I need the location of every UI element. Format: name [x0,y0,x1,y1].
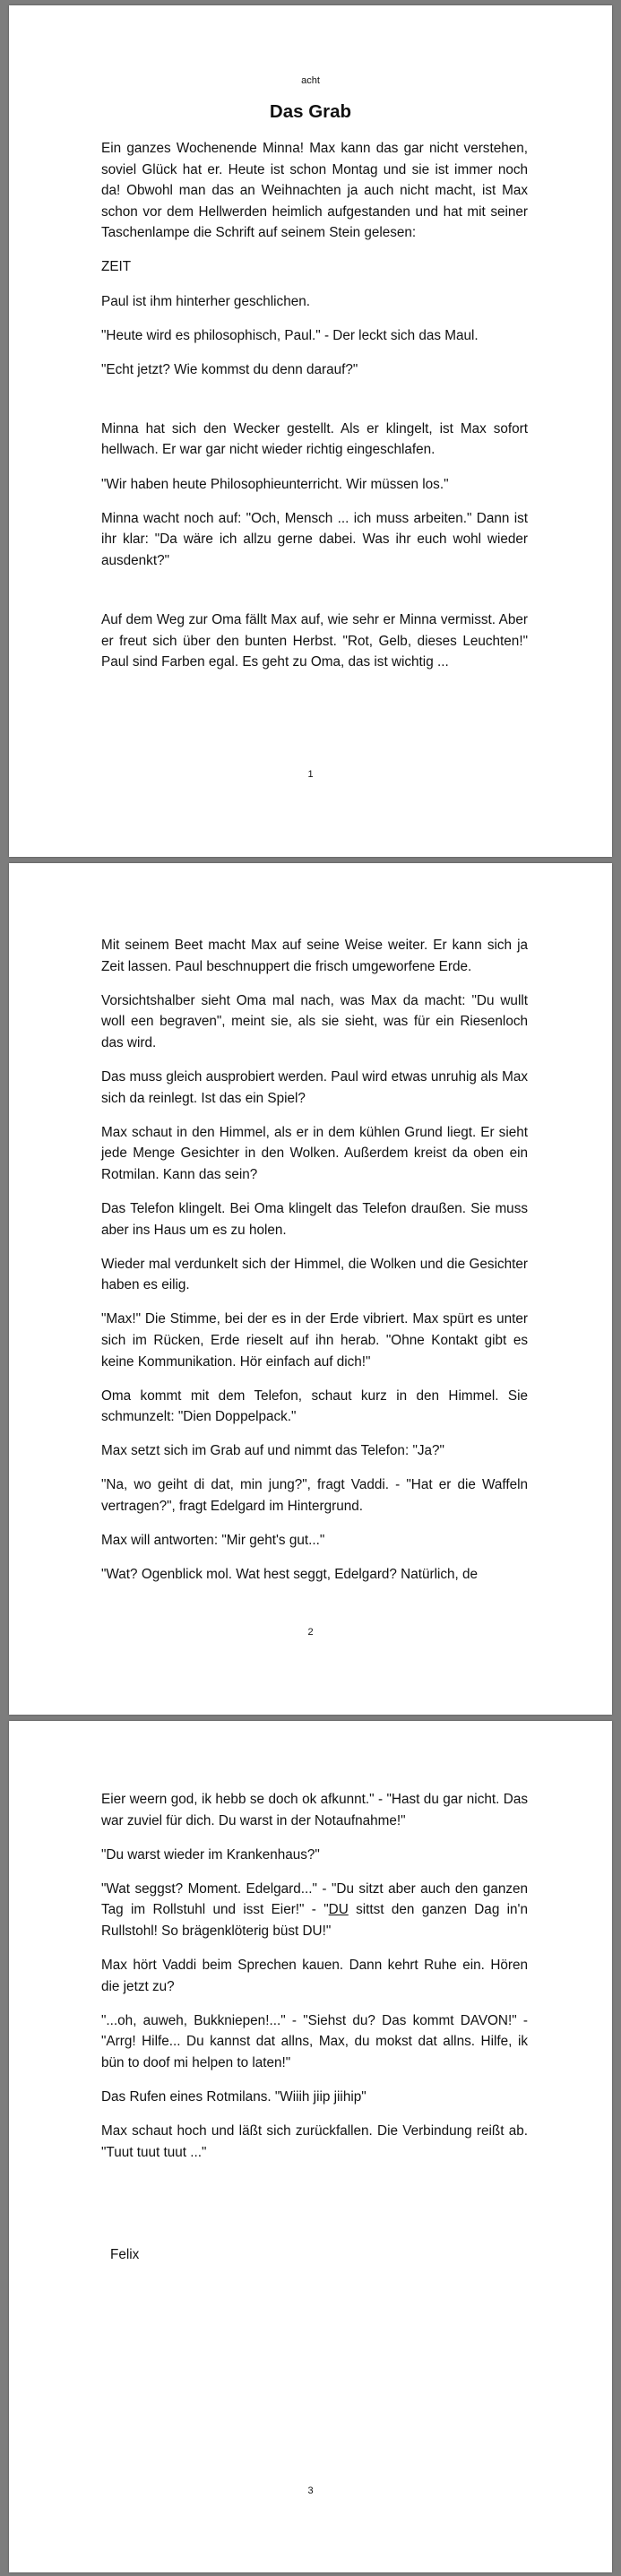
paragraph: Max will antworten: "Mir geht's gut..." [101,1533,325,1549]
paragraph-text: "Wat seggst? Moment. Edelgard..." - "Du sitzt aber auch den ganzen Tag im Rollstuhl und isst Eier!" - " [101,1880,528,1918]
paragraph: Das Rufen eines Rotmilans. "Wiiih jiip jiihip" [101,2089,367,2105]
paragraph: Ein ganzes Wochenende Minna! Max kann das gar nicht verstehen, soviel Glück hat er. Heute ist schon Montag und sie ist immer noch da! Obwohl man das an Weihnachten ja auch nicht macht, ist Max schon vor dem Hellwerden heimlich aufgestanden und hat mit seiner Taschenlampe die Schrift auf seinem Stein gelesen: [101,141,528,241]
paragraph: "Wat? Ogenblick mol. Wat hest seggt, Edelgard? Natürlich, de [101,1567,479,1583]
paragraph: Paul ist ihm hinterher geschlichen. [101,293,310,309]
paragraph: Auf dem Weg zur Oma fällt Max auf, wie sehr er Minna vermisst. Aber er freut sich über den bunten Herbst. "Rot, Gelb, dieses Leuchten!" Paul sind Farben egal. Es geht zu Oma, das ist wichtig ... [101,611,528,670]
paragraph: Wieder mal verdunkelt sich der Himmel, die Wolken und die Gesichter haben es eilig. [101,1256,528,1293]
paragraph [101,1879,528,1942]
paragraph: Oma kommt mit dem Telefon, schaut kurz in den Himmel. Sie schmunzelt: "Dien Doppelpack." [101,1387,528,1425]
paragraph: Max schaut hoch und läßt sich zurückfallen. Die Verbindung reißt ab. "Tuut tuut tuut ..." [101,2123,528,2160]
paragraph: "Wir haben heute Philosophieunterricht. Wir müssen los." [101,476,449,492]
paragraph: Minna wacht noch auf: "Och, Mensch ... ich muss arbeiten." Dann ist ihr klar: "Da wäre ich allzu gerne dabei. Was ihr euch wohl wieder ausdenkt?" [101,510,528,568]
paragraph: "...oh, auweh, Bukkniepen!..." - "Siehst du? Das kommt DAVON!" - "Arrg! Hilfe... Du kannst dat allns, Max, du mokst dat allns. Hilfe, ik bün to doof mi helpen to laten!" [101,2012,528,2070]
section-break [101,584,528,609]
page-2-text [101,935,528,1598]
paragraph-text: sittst den ganzen Dag in'n Rullstohl! So brägenklöterig büst DU!" [101,1902,528,1939]
paragraph: Eier weern god, ik hebb se doch ok afkunnt." - "Hast du gar nicht. Das war zuviel für dich. Du warst in der Notaufnahme!" [101,1792,528,1828]
chapter-number: acht [301,75,320,86]
page-2 [9,863,612,1715]
page-1 [9,5,612,857]
author-signature: Felix [110,2247,140,2262]
paragraph: Das muss gleich ausprobiert werden. Paul wird etwas unruhig als Max sich da reinlegt. Ist das ein Spiel? [101,1068,528,1106]
paragraph: "Na, wo geiht di dat, min jung?", fragt Vaddi. - "Hat er die Waffeln vertragen?", fragt Edelgard im Hintergrund. [101,1477,528,1514]
page-3-text [101,1789,528,2176]
paragraph: Minna hat sich den Wecker gestellt. Als er klingelt, ist Max sofort hellwach. Er war gar nicht wieder richtig eingeschlafen. [101,420,528,458]
page-number: 2 [307,1627,314,1638]
paragraph: Max hört Vaddi beim Sprechen kauen. Dann kehrt Ruhe ein. Hören die jetzt zu? [101,1958,528,1994]
paragraph: Mit seinem Beet macht Max auf seine Weise weiter. Er kann sich ja Zeit lassen. Paul beschnuppert die frisch umgeworfene Erde. [101,938,528,974]
paragraph: "Heute wird es philosophisch, Paul." - Der leckt sich das Maul. [101,327,479,343]
paragraph: Vorsichtshalber sieht Oma mal nach, was Max da macht: "Du wullt woll een begraven", meint sie, als sie sieht, was für ein Riesenloch das wird. [101,992,528,1050]
paragraph: "Echt jetzt? Wie kommst du denn darauf?" [101,361,358,377]
paragraph: ZEIT [101,259,132,275]
paragraph: Das Telefon klingelt. Bei Oma klingelt das Telefon draußen. Sie muss aber ins Haus um es zu holen. [101,1200,528,1238]
section-break [101,393,528,419]
paragraph: Max schaut in den Himmel, als er in dem kühlen Grund liegt. Er sieht jede Menge Gesichter in den Wolken. Außerdem kreist da oben ein Rotmilan. Kann das sein? [101,1124,528,1182]
chapter-title: Das Grab [269,101,352,122]
paragraph: "Max!" Die Stimme, bei der es in der Erde vibriert. Max spürt es unter sich im Rücken, Erde rieselt auf ihn herab. "Ohne Kontakt gibt es keine Kommunikation. Hör einfach auf dich!" [101,1311,528,1370]
page-3 [9,1721,612,2572]
paragraph: Max setzt sich im Grab auf und nimmt das Telefon: "Ja?" [101,1443,444,1459]
page-number: 3 [307,2485,314,2496]
page-number: 1 [307,769,314,780]
underlined-word: DU [328,1902,349,1918]
page-1-text [101,138,528,686]
paragraph: "Du warst wieder im Krankenhaus?" [101,1846,320,1863]
